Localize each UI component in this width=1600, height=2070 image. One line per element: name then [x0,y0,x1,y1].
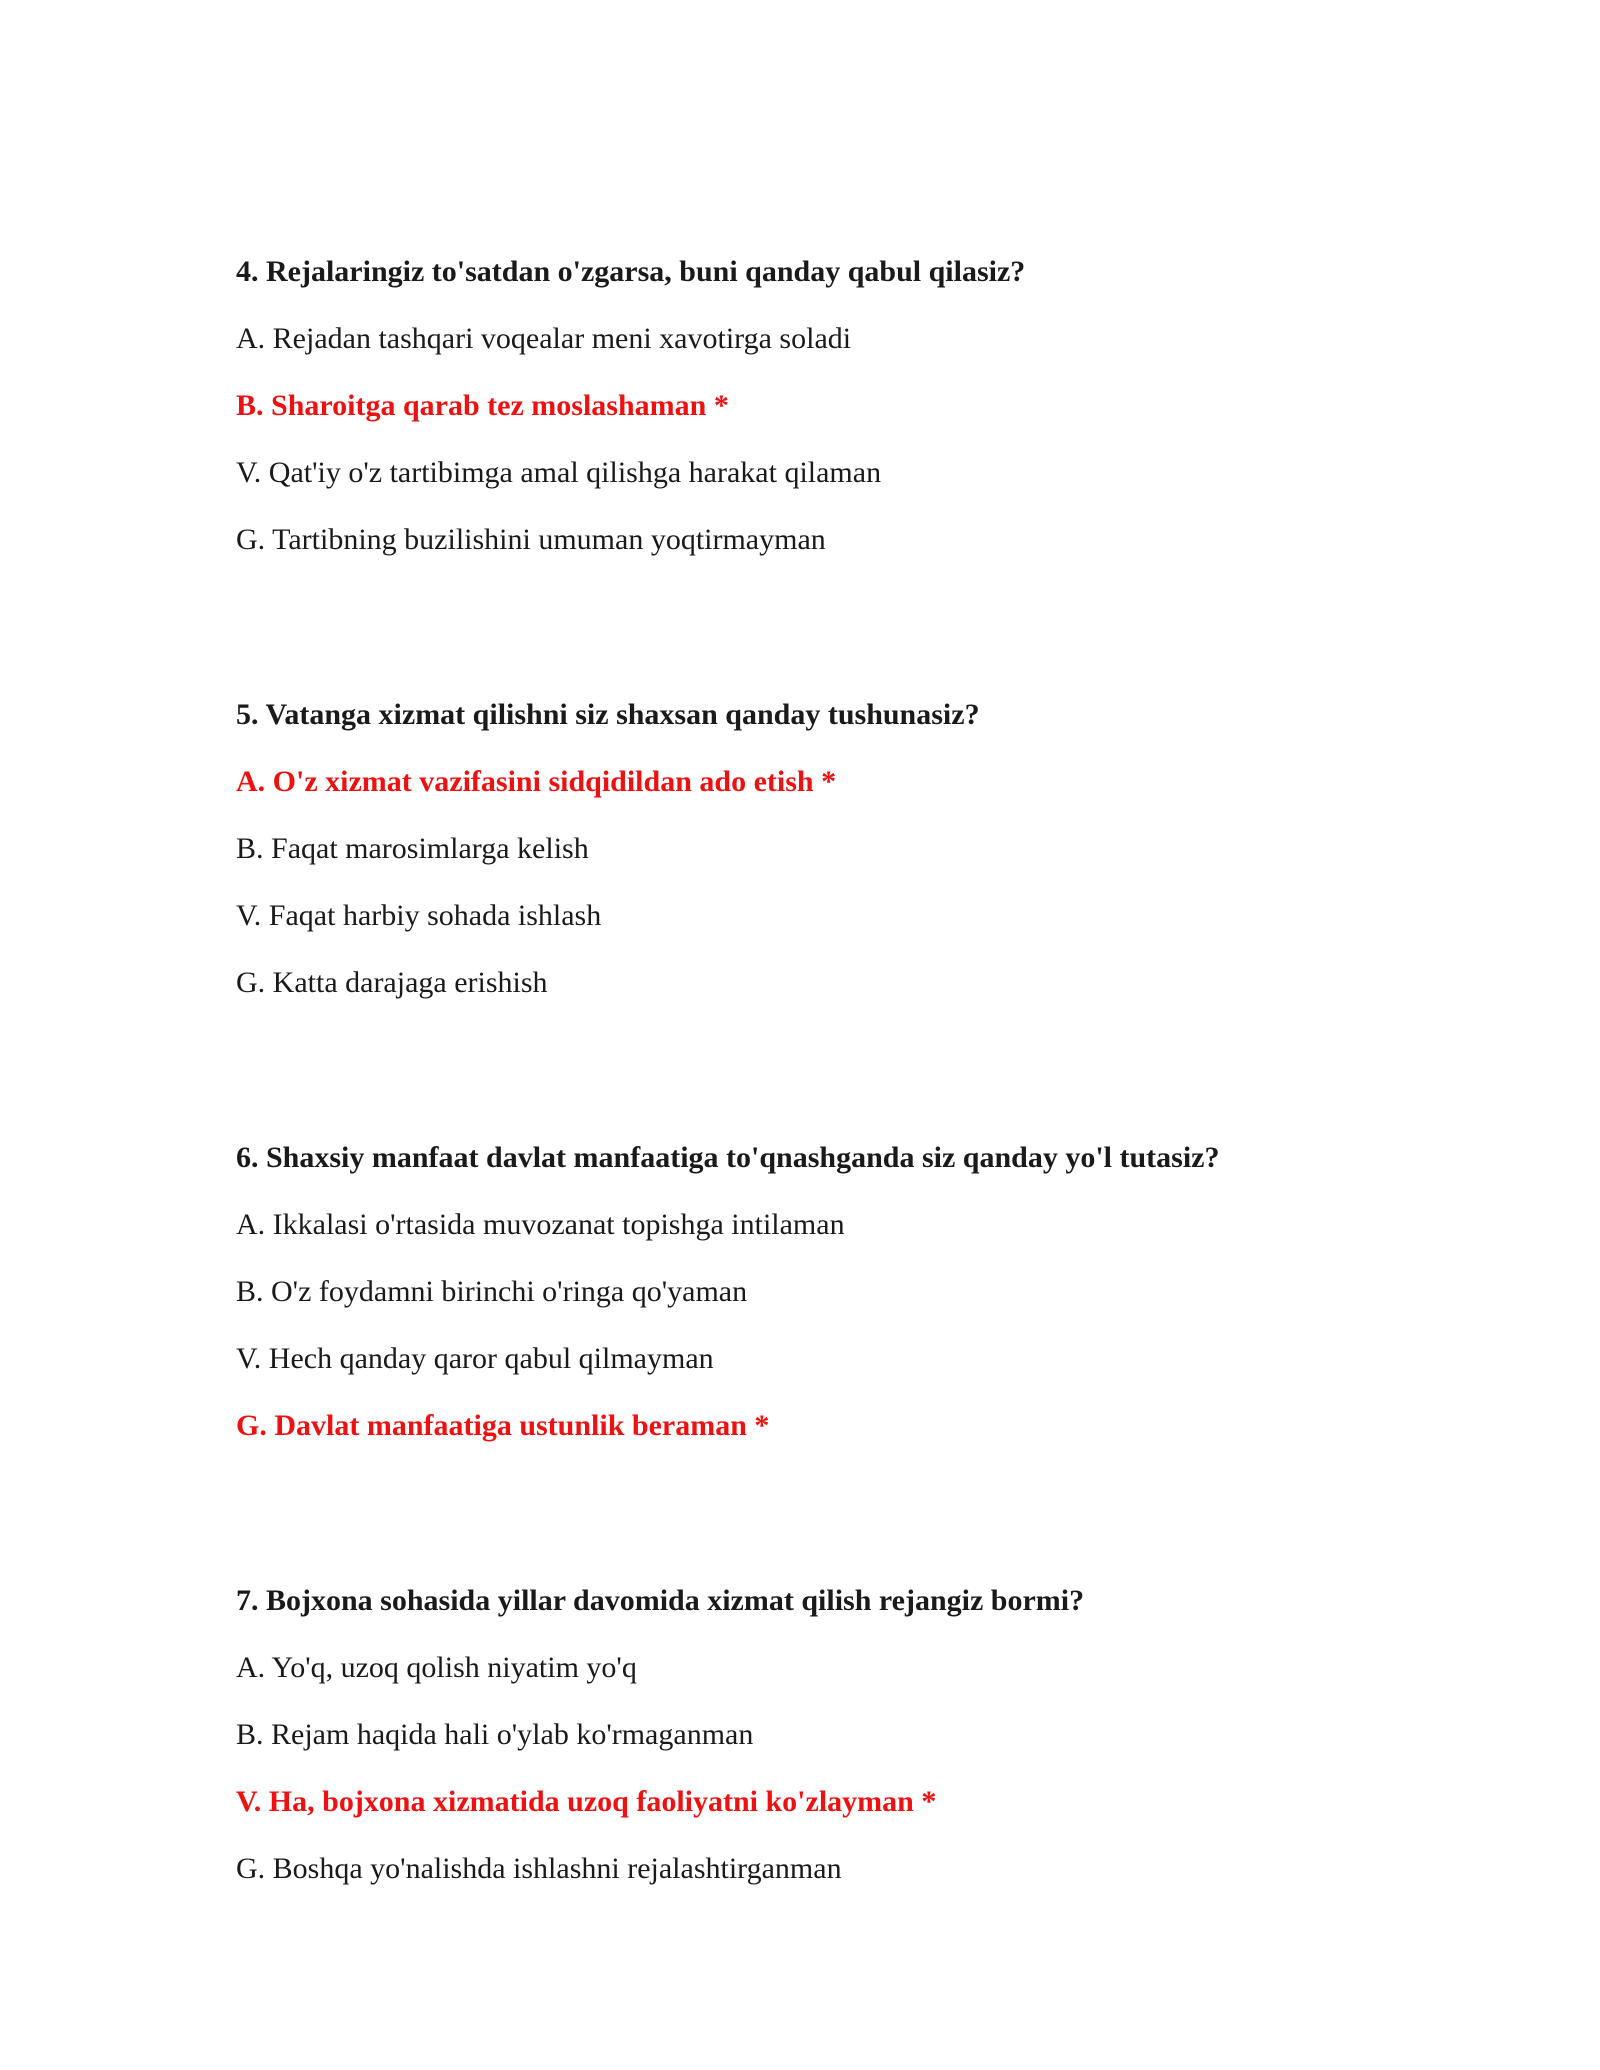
question-title: 5. Vatanga xizmat qilishni siz shaxsan qanday tushunasiz? [236,698,980,731]
option-v-correct: V. Ha, bojxona xizmatida uzoq faoliyatni ko'zlayman * [236,1785,937,1818]
option-v: V. Faqat harbiy sohada ishlash [236,899,602,932]
quiz-content [236,252,1436,2024]
option-g-correct: G. Davlat manfaatiga ustunlik beraman * [236,1409,770,1442]
option-g: G. Katta darajaga erishish [236,966,548,999]
option-a: A. Yo'q, uzoq qolish niyatim yo'q [236,1651,637,1684]
option-v: V. Hech qanday qaror qabul qilmayman [236,1342,714,1375]
question-title: 7. Bojxona sohasida yillar davomida xizmat qilish rejangiz bormi? [236,1584,1085,1617]
option-b: B. O'z foydamni birinchi o'ringa qo'yaman [236,1275,748,1308]
question-6 [236,1138,1436,1446]
option-b-correct: B. Sharoitga qarab tez moslashaman * [236,389,729,422]
option-b: B. Rejam haqida hali o'ylab ko'rmaganman [236,1718,754,1751]
option-a-correct: A. O'z xizmat vazifasini sidqidildan ado etish * [236,765,837,798]
option-v: V. Qat'iy o'z tartibimga amal qilishga harakat qilaman [236,456,882,489]
option-a: A. Rejadan tashqari voqealar meni xavotirga soladi [236,322,852,355]
question-7 [236,1581,1436,1889]
option-a: A. Ikkalasi o'rtasida muvozanat topishga intilaman [236,1208,845,1241]
question-5 [236,695,1436,1003]
option-b: B. Faqat marosimlarga kelish [236,832,589,865]
question-title: 6. Shaxsiy manfaat davlat manfaatiga to'qnashganda siz qanday yo'l tutasiz? [236,1141,1220,1174]
option-g: G. Boshqa yo'nalishda ishlashni rejalashtirganman [236,1852,842,1885]
question-title: 4. Rejalaringiz to'satdan o'zgarsa, buni qanday qabul qilasiz? [236,255,1026,288]
question-4 [236,252,1436,560]
option-g: G. Tartibning buzilishini umuman yoqtirmayman [236,523,826,556]
